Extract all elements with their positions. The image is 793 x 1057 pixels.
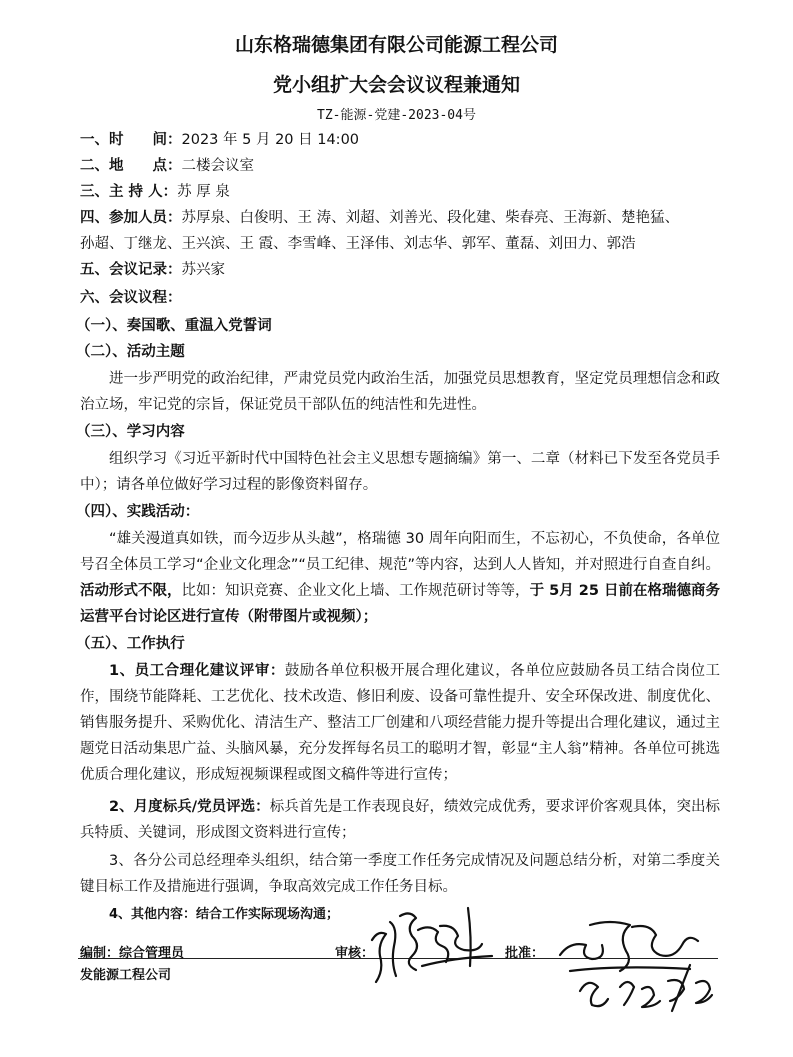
exec-1-text: 鼓励各单位积极开展合理化建议，各单位应鼓励各员工结合岗位工作，围绕节能降耗、工艺优化、技术改造、修旧利废、设备可靠性提升、安全环保改进、制度优化、销售服务提升、采购优化、清洁生产、整洁工厂创建和八项经营能力提升等提出合理化建议，通过主题党日活动集思广益、头脑风暴，充分发挥每名员工的聪明才智，彰显“主人翁”精神。各单位可挑选优质合理化建议，形成短视频课程或图文稿件等进行宣传； xyxy=(80,663,721,783)
practice-paragraph xyxy=(80,526,720,630)
exec-2-title: 2、月度标兵/党员评选： xyxy=(109,799,270,815)
attendees-line2: 孙超、丁继龙、王兴滨、王 霞、李雪峰、王泽伟、刘志华、郭军、董磊、刘田力、郭浩 xyxy=(80,236,636,252)
footer-issuer: 发能源工程公司 xyxy=(80,968,172,983)
host-label: 三、主 持 人： xyxy=(80,184,178,200)
approver-signature xyxy=(550,905,720,1015)
exec-1-paragraph xyxy=(80,658,720,788)
exec-2-paragraph xyxy=(80,794,720,846)
time-value: 2023 年 5 月 20 日 14:00 xyxy=(181,132,360,148)
agenda-item-1: （一）、奏国歌、重温入党誓词 xyxy=(76,318,272,334)
recorder-row xyxy=(80,260,225,280)
theme-paragraph: 进一步严明党的政治纪律，严肃党员党内政治生活，加强党员思想教育，坚定党员理想信念和政治立场，牢记党的宗旨，保证党员干部队伍的纯洁性和先进性。 xyxy=(80,371,720,413)
attendees-line1: 苏厚泉、白俊明、王 涛、刘超、刘善光、段化建、柴春亮、王海新、楚艳猛、 xyxy=(181,210,680,226)
reviewer-signature xyxy=(360,900,510,990)
company-title: 山东格瑞德集团有限公司能源工程公司 xyxy=(234,34,558,56)
study-paragraph: 组织学习《习近平新时代中国特色社会主义思想专题摘编》第一、二章（材料已下发至各党员手中）；请各单位做好学习过程的影像资料留存。 xyxy=(80,451,720,493)
agenda-item-2: （二）、活动主题 xyxy=(76,344,185,360)
footer-reviewer-label: 审核： xyxy=(335,946,375,961)
agenda-item-5: （五）、工作执行 xyxy=(76,636,185,652)
recorder-value: 苏兴家 xyxy=(181,262,225,278)
document-title: 党小组扩大会会议议程兼通知 xyxy=(272,74,520,96)
footer-approver-label: 批准： xyxy=(505,946,545,961)
agenda-item-4: （四）、实践活动： xyxy=(76,504,200,520)
agenda-item-3: （三）、学习内容 xyxy=(76,424,185,440)
exec-1-title: 1、员工合理化建议评审： xyxy=(109,663,285,679)
attendees-row xyxy=(80,208,679,228)
time-label: 一、时 间： xyxy=(80,132,182,148)
host-value: 苏 厚 泉 xyxy=(177,184,230,200)
recorder-label: 五、会议记录： xyxy=(80,262,182,278)
practice-text-a: “雄关漫道真如铁，而今迈步从头越”，格瑞德 30 周年向阳而生，不忘初心，不负使命，各单位号召全体员工学习“企业文化理念”“员工纪律、规范”等内容，达到人人皆知，并对照进行自查自纠。 xyxy=(80,531,720,573)
place-row xyxy=(80,156,254,176)
place-value: 二楼会议室 xyxy=(181,158,254,174)
document-number: TZ-能源-党建-2023-04号 xyxy=(317,108,476,123)
exec-2-text: 标兵首先是工作表现良好，绩效完成优秀，要求评价客观具体，突出标兵特质、关键词，形成图文资料进行宣传； xyxy=(80,799,720,841)
practice-deadline-bold: 于 5月 25 日前在格瑞德商务运营平台讨论区进行宣传（附带图片或视频）； xyxy=(80,583,720,625)
attendees-label: 四、参加人员： xyxy=(80,210,182,226)
time-row xyxy=(80,130,359,150)
footer-editor: 编制：综合管理员 xyxy=(80,946,185,961)
host-row xyxy=(80,182,230,202)
practice-form-bold: 活动形式不限， xyxy=(80,583,182,599)
agenda-heading: 六、会议议程： xyxy=(80,290,182,306)
exec-4-paragraph: 4、其他内容：结合工作实际现场沟通； xyxy=(109,907,340,922)
practice-text-c: 比如：知识竞赛、企业文化上墙、工作规范研讨等等， xyxy=(181,583,530,599)
exec-3-paragraph: 3、各分公司总经理牵头组织，结合第一季度工作任务完成情况及问题总结分析，对第二季度关键目标工作及措施进行强调，争取高效完成工作任务目标。 xyxy=(80,853,720,895)
place-label: 二、地 点： xyxy=(80,158,182,174)
